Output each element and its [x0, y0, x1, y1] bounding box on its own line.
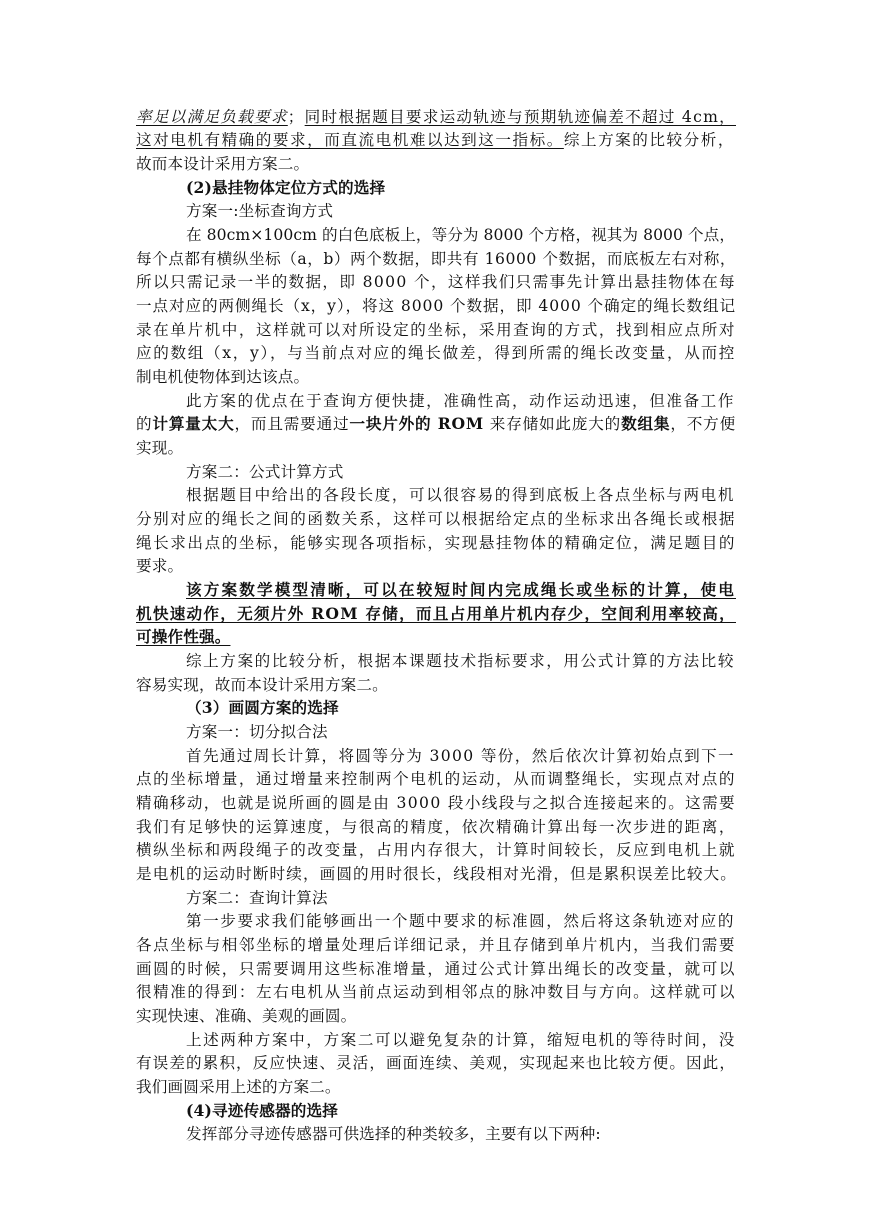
text-run: 上述两种方案中，方案二可以避免复杂的计算，缩短电机的等待时间，没: [186, 1031, 736, 1049]
text-run: 绳长求出点的坐标，能够实现各项指标，实现悬挂物体的精确定位，满足题目的: [136, 534, 736, 552]
text-run: 一点对应的两侧绳长（x，y），将这 8000 个数据，即 4000 个确定的绳长数组记: [136, 297, 736, 315]
text-line-content: [186, 1122, 601, 1146]
text-line: [0, 223, 869, 247]
text-run: 计算量太大: [152, 414, 235, 433]
text-line: [0, 578, 869, 602]
text-run: 故而本设计采用方案二。: [136, 155, 310, 173]
text-line: [0, 696, 869, 720]
text-run: 根据题目中给出的各段长度，可以很容易的得到底板上各点坐标与两电机: [186, 486, 735, 504]
text-run: 每个点都有横纵坐标（a，b）两个数据，即共有 16000 个数据，而底板左右对称，: [136, 250, 736, 268]
text-line: [0, 341, 869, 365]
text-line: [0, 389, 869, 413]
text-run: 数组集: [621, 414, 671, 433]
text-line: [0, 602, 869, 626]
text-run: 首先通过周长计算，将圆等分为 3000 等份，然后依次计算初始点到下一: [186, 747, 735, 765]
text-line-content: [186, 1099, 338, 1123]
text-line-content: [136, 152, 309, 176]
text-line-content: [136, 625, 230, 649]
text-run: 制电机使物体到达该点。: [136, 368, 310, 386]
text-run: 有误差的累积，反应快速、灵活，画面连续、美观，实现起来也比较方便。因此，: [136, 1054, 736, 1072]
text-line: [0, 1004, 869, 1028]
text-run: 第一步要求我们能够画出一个题中要求的标准圆，然后将这条轨迹对应的: [186, 912, 735, 930]
text-run: 要求。: [136, 557, 184, 575]
text-line-content: [186, 199, 333, 223]
text-line: [0, 791, 869, 815]
text-run: 各点坐标与相邻坐标的增量处理后详细记录，并且存储到单片机内，当我们需要: [136, 936, 736, 954]
text-run: (4)寻迹传感器的选择: [186, 1101, 339, 1120]
text-line: [0, 128, 869, 152]
text-line: [0, 270, 869, 294]
text-line: [0, 909, 869, 933]
text-line: [0, 815, 869, 839]
text-line-content: [136, 365, 309, 389]
text-line-content: [186, 223, 735, 247]
text-run: (2)悬挂物体定位方式的选择: [186, 178, 386, 197]
text-run: 我们有足够快的运算速度，与很高的精度，依次精确计算出每一次步进的距离，: [136, 818, 736, 836]
text-line: [0, 483, 869, 507]
text-line-content: [136, 341, 736, 365]
text-line-content: [186, 389, 735, 413]
text-line: [0, 105, 869, 129]
text-line-content: [136, 105, 736, 129]
text-run: 实现。: [136, 439, 184, 457]
text-run: 分别对应的绳长之间的函数关系，这样可以根据给定点的坐标求出各绳长或根据: [136, 510, 736, 528]
text-run: 来存储如此庞大的: [484, 415, 622, 433]
text-line: [0, 460, 869, 484]
text-line-content: [186, 1028, 736, 1052]
text-run: 在 80cm×100cm 的白色底板上，等分为 8000 个方格，视其为 8000 个点，: [186, 226, 735, 244]
text-line: [0, 649, 869, 673]
text-run: 发挥部分寻迹传感器可供选择的种类较多，主要有以下两种:: [186, 1125, 601, 1143]
text-run: 横纵坐标和两段绳子的改变量，占用内存很大，计算时间较长，反应到电机上就: [136, 841, 736, 859]
text-run: 的: [136, 415, 153, 433]
text-line: [0, 531, 869, 555]
text-line-content: [186, 696, 339, 720]
text-line: [0, 318, 869, 342]
text-line-content: [136, 128, 735, 152]
text-run: 应的数组（x，y），与当前点对应的绳长做差，得到所需的绳长改变量，从而控: [136, 344, 736, 362]
text-run: 是电机的运动时断时续，画圆的用时很长，线段相对光滑，但是累积误差比较大。: [136, 865, 737, 883]
text-run: 同时根据题目要求运动轨迹与预期轨迹偏差不超过 4cm，: [304, 108, 736, 126]
text-line: [0, 365, 869, 389]
text-line-content: [186, 909, 735, 933]
text-line: [0, 767, 869, 791]
text-line-content: [136, 1004, 356, 1028]
text-line-content: [136, 980, 736, 1004]
text-line: [0, 744, 869, 768]
text-line-content: [136, 554, 183, 578]
text-line: [0, 720, 869, 744]
text-run: 很精准的得到：左右电机从当前点运动到相邻点的脉冲数目与方向。这样就可以: [136, 983, 736, 1001]
text-run: 这对电机有精确的要求，而直流电机难以达到这一指标。: [136, 131, 564, 149]
text-line-content: [186, 886, 328, 910]
text-run: 容易实现，故而本设计采用方案二。: [136, 676, 388, 694]
text-line-content: [186, 176, 385, 200]
text-line: [0, 886, 869, 910]
text-line-content: [136, 270, 736, 294]
text-line: [0, 673, 869, 697]
text-line-content: [136, 531, 736, 555]
text-run: 实现快速、准确、美观的画圆。: [136, 1007, 357, 1025]
text-line-content: [186, 744, 735, 768]
text-run: 综上方案的比较分析，: [563, 131, 735, 149]
text-run: 方案二：公式计算方式: [186, 463, 344, 481]
text-run: 一块片外的 ROM: [349, 414, 484, 433]
text-line-content: [136, 673, 388, 697]
text-line: [0, 862, 869, 886]
text-line: [0, 176, 869, 200]
text-line: [0, 933, 869, 957]
text-line-content: [136, 294, 736, 318]
text-line: [0, 152, 869, 176]
text-line-content: [136, 436, 183, 460]
text-line: [0, 625, 869, 649]
text-run: 该方案数学模型清晰，可以在较短时间内完成绳长或坐标的计算，使电: [186, 580, 736, 599]
text-line: [0, 980, 869, 1004]
text-line-content: [186, 649, 735, 673]
text-line: [0, 1051, 869, 1075]
text-line: [0, 507, 869, 531]
text-run: 录在单片机中，这样就可以对所设定的坐标，采用查询的方式，找到相应点所对: [136, 321, 736, 339]
text-run: 精确移动，也就是说所画的圆是由 3000 段小线段与之拟合连接起来的。这需要: [136, 794, 736, 812]
text-line-content: [136, 1075, 341, 1099]
text-line-content: [186, 720, 328, 744]
text-line-content: [186, 483, 735, 507]
text-line: [0, 838, 869, 862]
text-line-content: [186, 578, 736, 602]
text-line: [0, 412, 869, 436]
text-run: 画圆的时候，只需要调用这些标准增量，通过公式计算出绳长的改变量，就可以: [136, 960, 736, 978]
text-run: 我们画圆采用上述的方案二。: [136, 1078, 341, 1096]
text-line-content: [136, 1051, 736, 1075]
text-line: [0, 294, 869, 318]
text-line-content: [136, 602, 736, 626]
text-line: [0, 1122, 869, 1146]
text-line-content: [186, 460, 343, 484]
text-line: [0, 199, 869, 223]
text-line-content: [136, 957, 736, 981]
text-line-content: [136, 412, 736, 436]
text-run: 点的坐标增量，通过增量来控制两个电机的运动，从而调整绳长，实现点对点的: [136, 770, 736, 788]
text-line-content: [136, 862, 737, 886]
text-line: [0, 957, 869, 981]
text-line-content: [136, 791, 736, 815]
text-line-content: [136, 933, 736, 957]
text-line-content: [136, 767, 736, 791]
text-run: ；: [287, 108, 305, 126]
text-line: [0, 1075, 869, 1099]
text-run: 率足以满足负载要求: [136, 108, 288, 126]
text-line-content: [136, 838, 736, 862]
text-line-content: [136, 318, 736, 342]
text-run: 所以只需记录一半的数据，即 8000 个，这样我们只需事先计算出悬挂物体在每: [136, 273, 736, 291]
text-line: [0, 554, 869, 578]
text-line: [0, 247, 869, 271]
text-run: （3）画圆方案的选择: [186, 698, 339, 717]
text-line: [0, 436, 869, 460]
text-run: ，不方便: [670, 415, 736, 433]
text-run: 机快速动作，无须片外 ROM 存储，而且占用单片机内存少，空间利用率较高，: [136, 604, 736, 623]
text-run: 方案二：查询计算法: [186, 889, 328, 907]
text-run: 方案一：切分拟合法: [186, 723, 328, 741]
text-run: 此方案的优点在于查询方便快捷，准确性高，动作运动迅速，但准备工作: [186, 392, 735, 410]
text-run: ，而且需要通过: [234, 415, 350, 433]
text-line-content: [136, 507, 736, 531]
text-run: 可操作性强。: [136, 627, 231, 646]
text-line-content: [136, 247, 736, 271]
text-line: [0, 1099, 869, 1123]
text-line-content: [136, 815, 736, 839]
text-line: [0, 1028, 869, 1052]
text-run: 方案一:坐标查询方式: [186, 202, 334, 220]
text-run: 综上方案的比较分析，根据本课题技术指标要求，用公式计算的方法比较: [186, 652, 735, 670]
